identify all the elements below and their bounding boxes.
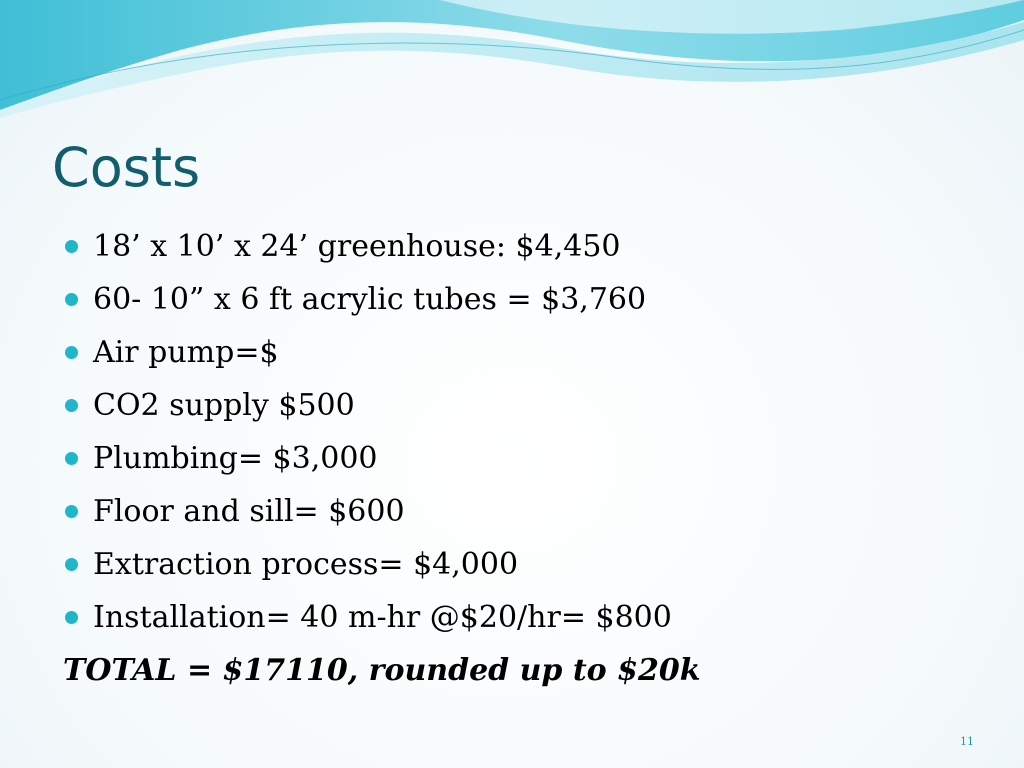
bullet-icon [65, 558, 78, 571]
bullet-item-air-pump [63, 326, 993, 379]
bullet-text: Plumbing= $3,000 [93, 441, 378, 476]
slide-content [63, 220, 993, 697]
bullet-icon [65, 452, 78, 465]
bullet-item-acrylic-tubes [63, 273, 993, 326]
bullet-text: CO2 supply $500 [93, 388, 355, 423]
bullet-icon [65, 611, 78, 624]
bullet-icon [65, 399, 78, 412]
bullet-text: 18’ x 10’ x 24’ greenhouse: $4,450 [93, 229, 621, 264]
bullet-text: Air pump=$ [93, 335, 279, 370]
slide-title: Costs [52, 136, 201, 199]
page-number: 11 [960, 735, 974, 748]
bullet-item-plumbing [63, 432, 993, 485]
bullet-text: 60- 10” x 6 ft acrylic tubes = $3,760 [93, 282, 647, 317]
bullet-item-co2-supply [63, 379, 993, 432]
bullet-text: Extraction process= $4,000 [93, 547, 519, 582]
total-line: TOTAL = $17110, rounded up to $20k [63, 653, 701, 688]
wave-header-decoration [0, 0, 1024, 130]
bullet-item-greenhouse [63, 220, 993, 273]
bullet-text: Installation= 40 m-hr @$20/hr= $800 [93, 600, 672, 635]
bullet-list [63, 220, 993, 644]
bullet-item-floor-and-sill [63, 485, 993, 538]
bullet-icon [65, 505, 78, 518]
bullet-icon [65, 240, 78, 253]
bullet-item-installation [63, 591, 993, 644]
bullet-icon [65, 346, 78, 359]
bullet-text: Floor and sill= $600 [93, 494, 405, 529]
bullet-item-extraction-process [63, 538, 993, 591]
bullet-icon [65, 293, 78, 306]
